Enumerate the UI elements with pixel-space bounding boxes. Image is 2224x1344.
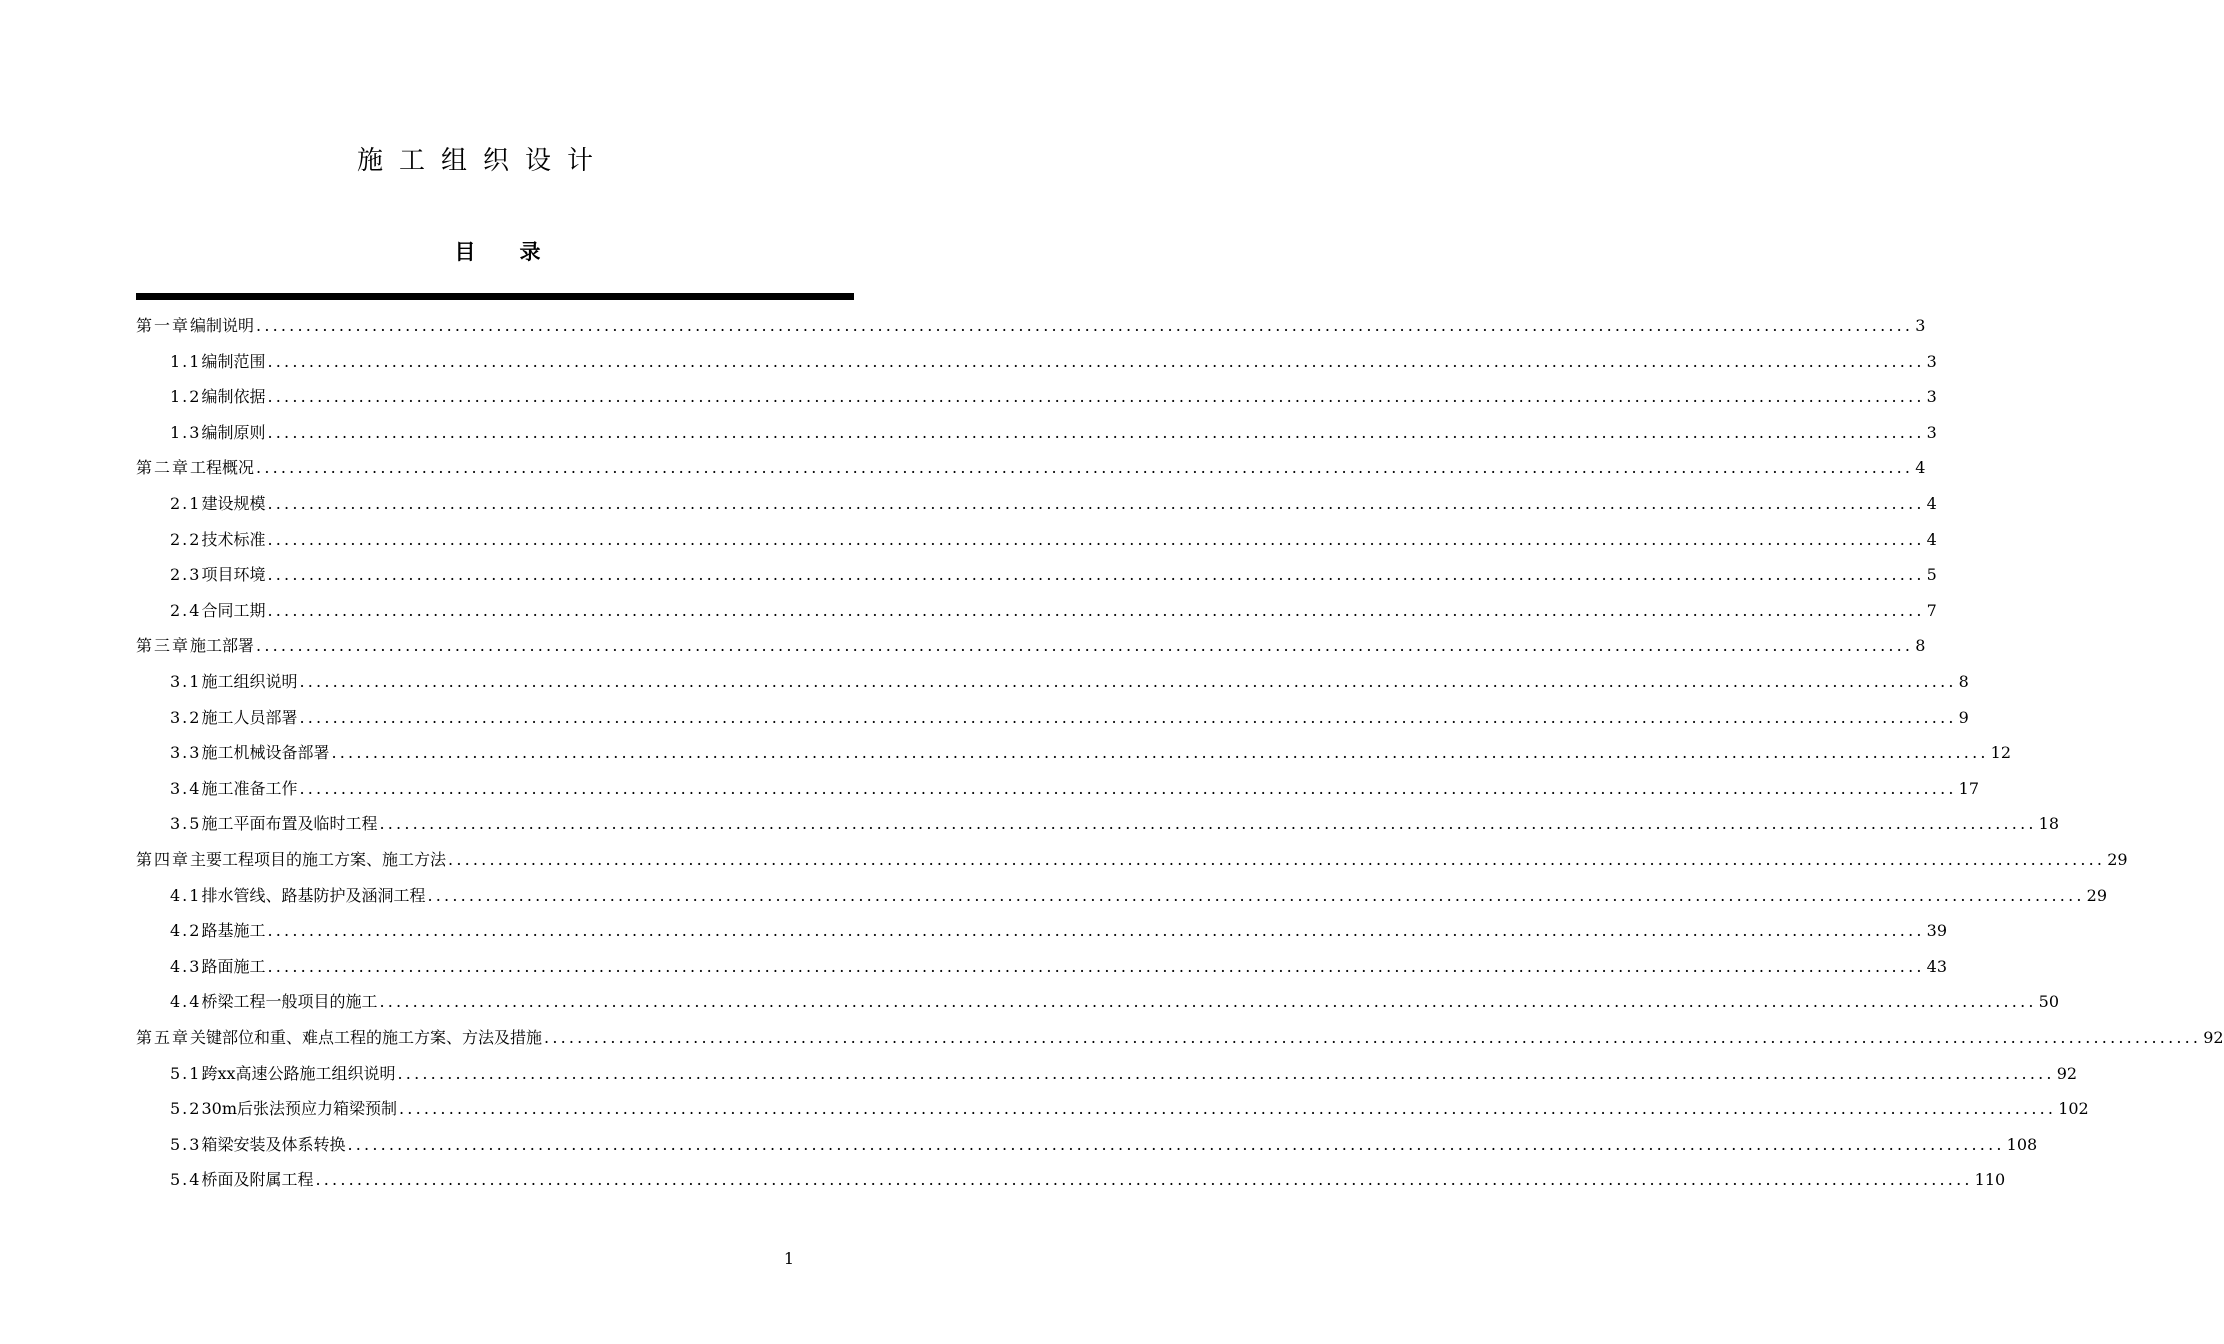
toc-entry-page: 18 <box>2038 814 2060 834</box>
toc-chapter-entry[interactable] <box>136 451 1926 485</box>
toc-entry-title: 编制说明 <box>190 316 255 335</box>
toc-entry-title: 跨xx高速公路施工组织说明 <box>201 1063 396 1083</box>
toc-entry-page: 9 <box>1958 707 1969 727</box>
page-number: 1 <box>783 1249 795 1268</box>
toc-entry-title: 编制原则 <box>201 422 266 442</box>
toc-entry-number: 2.1 <box>170 494 202 513</box>
toc-entry-page: 4 <box>1926 494 1937 513</box>
toc-entry-number: 1.2 <box>170 387 202 407</box>
toc-entry-page: 110 <box>1974 1170 2006 1190</box>
toc-entry-title: 施工部署 <box>190 636 255 656</box>
toc-entry-number: 第二章 <box>136 458 191 478</box>
toc-entry-page: 39 <box>1926 921 1948 941</box>
toc-entry-number: 4.1 <box>170 885 202 905</box>
toc-entry-number: 3.2 <box>170 707 202 727</box>
toc-entry-number: 3.4 <box>170 778 202 798</box>
toc-section-entry[interactable] <box>170 736 2012 770</box>
toc-entry-number: 3.3 <box>170 743 202 763</box>
toc-leader-dots: ........................................................................................................................................................................................................ <box>399 1099 2057 1119</box>
toc-entry-number: 4.3 <box>170 956 202 976</box>
toc-entry-number: 5.1 <box>170 1063 202 1083</box>
toc-entry-title: 关键部位和重、难点工程的施工方案、方法及措施 <box>190 1028 543 1047</box>
toc-chapter-entry[interactable] <box>136 309 1926 343</box>
toc-leader-dots: ........................................................................................................................................................................................................ <box>427 885 2085 905</box>
toc-entry-title: 路基施工 <box>201 921 266 941</box>
toc-entry-page: 8 <box>1915 636 1926 656</box>
toc-section-entry[interactable] <box>170 1057 2078 1091</box>
toc-chapter-entry[interactable] <box>136 629 1926 663</box>
toc-entry-number: 2.3 <box>170 565 202 585</box>
toc-entry-page: 92 <box>2056 1063 2078 1083</box>
toc-entry-number: 第三章 <box>136 636 191 656</box>
toc-entry-title: 路面施工 <box>201 956 266 976</box>
document-title: 施工组织设计 <box>356 146 609 176</box>
toc-entry-page: 4 <box>1926 529 1937 549</box>
toc-entry-page: 3 <box>1926 387 1937 407</box>
toc-leader-dots: ........................................................................................................................................................................................................ <box>379 992 2037 1012</box>
toc-heading <box>0 236 995 266</box>
toc-section-entry[interactable] <box>170 914 1948 948</box>
toc-entry-title: 主要工程项目的施工方案、施工方法 <box>190 850 447 869</box>
toc-leader-dots: ........................................................................................................................................................................................................ <box>448 850 2106 869</box>
toc-entry-title: 合同工期 <box>201 600 266 620</box>
toc-entry-number: 第四章 <box>136 850 191 869</box>
toc-section-entry[interactable] <box>170 879 2108 913</box>
toc-leader-dots: ........................................................................................................................................................................................................ <box>397 1063 2055 1083</box>
toc-leader-dots: ........................................................................................................................................................................................................ <box>347 1134 2005 1154</box>
toc-entry-title: 30m后张法预应力箱梁预制 <box>201 1099 397 1119</box>
toc-leader-dots: ........................................................................................................................................................................................................ <box>267 351 1925 371</box>
toc-chapter-entry[interactable] <box>136 843 2128 877</box>
toc-section-entry[interactable] <box>170 523 1937 557</box>
toc-leader-dots: ........................................................................................................................................................................................................ <box>256 636 1914 656</box>
toc-entry-title: 箱梁安装及体系转换 <box>201 1134 346 1154</box>
toc-entry-title: 施工平面布置及临时工程 <box>201 814 378 834</box>
toc-entry-title: 排水管线、路基防护及涵洞工程 <box>201 885 426 905</box>
toc-leader-dots: ........................................................................................................................................................................................................ <box>267 956 1925 976</box>
toc-section-entry[interactable] <box>170 1092 2089 1126</box>
toc-entry-number: 5.4 <box>170 1170 202 1190</box>
toc-leader-dots: ........................................................................................................................................................................................................ <box>379 814 2037 834</box>
toc-section-entry[interactable] <box>170 1163 2006 1197</box>
toc-entry-title: 施工机械设备部署 <box>201 743 330 763</box>
toc-section-entry[interactable] <box>170 594 1937 628</box>
toc-entry-number: 3.5 <box>170 814 202 834</box>
toc-leader-dots: ........................................................................................................................................................................................................ <box>256 458 1914 478</box>
toc-entry-title: 工程概况 <box>190 458 255 478</box>
toc-entry-number: 第一章 <box>136 316 191 335</box>
toc-entry-page: 5 <box>1926 565 1937 585</box>
toc-leader-dots: ........................................................................................................................................................................................................ <box>267 494 1925 513</box>
toc-leader-dots: ........................................................................................................................................................................................................ <box>256 316 1914 335</box>
toc-entry-page: 102 <box>2058 1099 2089 1119</box>
toc-section-entry[interactable] <box>170 665 1969 699</box>
toc-entry-page: 4 <box>1915 458 1926 478</box>
toc-leader-dots: ........................................................................................................................................................................................................ <box>267 921 1925 941</box>
toc-entry-number: 1.3 <box>170 422 202 442</box>
toc-entry-page: 3 <box>1915 316 1926 335</box>
toc-entry-title: 施工准备工作 <box>201 778 298 798</box>
toc-entry-page: 29 <box>2107 850 2128 869</box>
toc-entry-number: 2.2 <box>170 529 202 549</box>
toc-leader-dots: ........................................................................................................................................................................................................ <box>299 778 1957 798</box>
toc-entry-page: 8 <box>1958 672 1969 691</box>
toc-section-entry[interactable] <box>170 772 1980 806</box>
toc-entry-title: 桥面及附属工程 <box>201 1170 314 1190</box>
toc-entry-title: 施工组织说明 <box>201 672 298 691</box>
toc-section-entry[interactable] <box>170 701 1969 735</box>
toc-entry-page: 3 <box>1926 422 1937 442</box>
toc-heading-right: 录 <box>519 240 541 264</box>
toc-entry-page: 29 <box>2086 885 2108 905</box>
toc-chapter-entry[interactable] <box>136 1021 2224 1055</box>
toc-entry-number: 2.4 <box>170 600 202 620</box>
toc-leader-dots: ........................................................................................................................................................................................................ <box>299 672 1957 691</box>
toc-entry-number: 5.2 <box>170 1099 202 1119</box>
toc-entry-title: 编制依据 <box>201 387 266 407</box>
toc-entry-title: 编制范围 <box>201 351 266 371</box>
toc-section-entry[interactable] <box>170 558 1937 592</box>
toc-entry-number: 第五章 <box>136 1028 191 1047</box>
toc-section-entry[interactable] <box>170 985 2060 1019</box>
toc-entry-page: 17 <box>1958 778 1980 798</box>
toc-leader-dots: ........................................................................................................................................................................................................ <box>544 1028 2202 1047</box>
toc-section-entry[interactable] <box>170 416 1937 450</box>
toc-entry-page: 3 <box>1926 351 1937 371</box>
toc-section-entry[interactable] <box>170 1128 2038 1162</box>
toc-entry-page: 12 <box>1990 743 2012 763</box>
toc-entry-page: 43 <box>1926 956 1948 976</box>
toc-entry-number: 5.3 <box>170 1134 202 1154</box>
toc-leader-dots: ........................................................................................................................................................................................................ <box>315 1170 1973 1190</box>
toc-entry-title: 桥梁工程一般项目的施工 <box>201 992 378 1012</box>
toc-leader-dots: ........................................................................................................................................................................................................ <box>267 387 1925 407</box>
toc-leader-dots: ........................................................................................................................................................................................................ <box>299 707 1957 727</box>
toc-entry-title: 项目环境 <box>201 565 266 585</box>
toc-divider <box>136 293 854 300</box>
toc-entry-number: 4.4 <box>170 992 202 1012</box>
toc-section-entry[interactable] <box>170 487 1937 521</box>
toc-entry-title: 建设规模 <box>201 494 266 513</box>
toc-leader-dots: ........................................................................................................................................................................................................ <box>267 565 1925 585</box>
toc-leader-dots: ........................................................................................................................................................................................................ <box>267 422 1925 442</box>
toc-entry-page: 108 <box>2006 1134 2038 1154</box>
toc-entry-page: 92 <box>2203 1028 2224 1047</box>
toc-entry-title: 施工人员部署 <box>201 707 298 727</box>
toc-entry-number: 4.2 <box>170 921 202 941</box>
toc-leader-dots: ........................................................................................................................................................................................................ <box>331 743 1989 763</box>
toc-entry-title: 技术标准 <box>201 529 266 549</box>
toc-leader-dots: ........................................................................................................................................................................................................ <box>267 600 1925 620</box>
toc-entry-number: 3.1 <box>170 672 202 691</box>
toc-entry-page: 7 <box>1926 600 1937 620</box>
toc-entry-page: 50 <box>2038 992 2060 1012</box>
toc-section-entry[interactable] <box>170 807 2060 841</box>
toc-leader-dots: ........................................................................................................................................................................................................ <box>267 529 1925 549</box>
toc-heading-left: 目 <box>454 240 476 264</box>
toc-section-entry[interactable] <box>170 950 1948 984</box>
toc-section-entry[interactable] <box>170 380 1937 414</box>
toc-entry-number: 1.1 <box>170 351 202 371</box>
toc-section-entry[interactable] <box>170 345 1937 379</box>
